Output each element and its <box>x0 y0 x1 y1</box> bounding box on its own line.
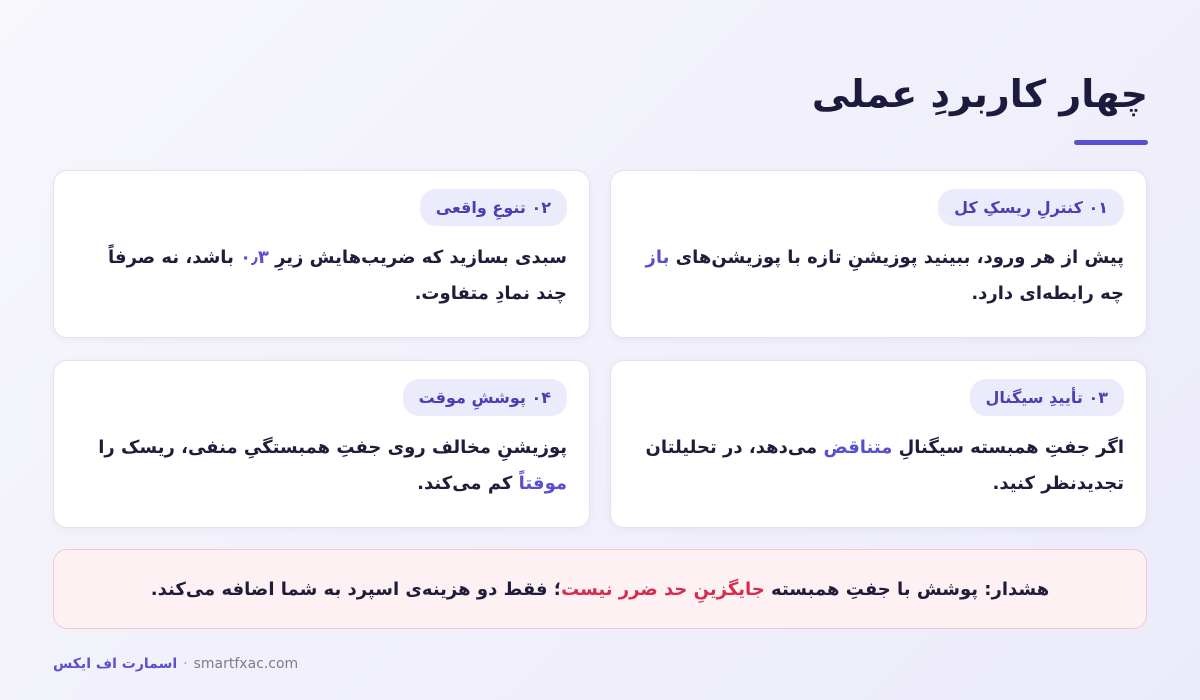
warning-text-part: ؛ فقط دو هزینه‌ی اسپرد به شما اضافه می‌کند. <box>150 578 562 600</box>
card-text-part: چه رابطه‌ای دارد. <box>971 283 1124 305</box>
card-text <box>76 430 567 502</box>
card-text-part: اگر جفتِ همبسته سیگنالِ <box>892 437 1124 459</box>
card-text-part: پیش از هر ورود، ببینید پوزیشنِ تازه با پوزیشن‌های <box>669 247 1124 269</box>
card-risk-control <box>610 170 1147 338</box>
footer <box>53 656 298 672</box>
warning-text <box>151 579 1049 600</box>
warning-text-part: هشدار: پوشش با جفتِ همبسته <box>764 578 1050 600</box>
card-text-part: باشد، نه صرفاً چند نمادِ متفاوت. <box>108 247 567 305</box>
card-text-part: سبدی بسازید که ضریب‌هایش زیرِ <box>268 247 567 269</box>
card-text-part: کم می‌کند. <box>417 473 519 495</box>
card-highlight: ۰٫۳ <box>240 247 269 269</box>
footer-separator: · <box>183 656 188 672</box>
card-highlight: باز <box>645 247 670 269</box>
card-text-part: پوزیشنِ مخالف روی جفتِ همبستگیِ منفی، ریسک را <box>98 437 567 459</box>
card-tag: ۰۲ تنوعِ واقعی <box>420 189 567 226</box>
card-temporary-hedge <box>53 360 590 528</box>
card-tag: ۰۴ پوششِ موقت <box>403 379 567 416</box>
card-tag: ۰۱ کنترلِ ریسکِ کل <box>938 189 1124 226</box>
card-text <box>76 240 567 312</box>
card-tag: ۰۳ تأییدِ سیگنال <box>970 379 1124 416</box>
brand-name: اسمارت اف ایکس <box>53 656 178 672</box>
title-underline <box>1074 140 1148 145</box>
card-real-diversity <box>53 170 590 338</box>
card-signal-confirmation <box>610 360 1147 528</box>
page-title: چهار کاربردِ عملی <box>811 72 1148 116</box>
title-block <box>812 70 1148 119</box>
card-text <box>633 430 1124 502</box>
card-text-part: می‌دهد، در تحلیلتان تجدیدنظر کنید. <box>645 437 1124 495</box>
card-highlight: متناقض <box>823 437 893 459</box>
card-text <box>633 240 1124 312</box>
site-url[interactable]: smartfxac.com <box>193 656 299 672</box>
warning-banner <box>53 549 1147 629</box>
warning-highlight: جایگزینِ حد ضرر نیست <box>561 578 765 600</box>
card-highlight: موقتاً <box>518 473 567 495</box>
